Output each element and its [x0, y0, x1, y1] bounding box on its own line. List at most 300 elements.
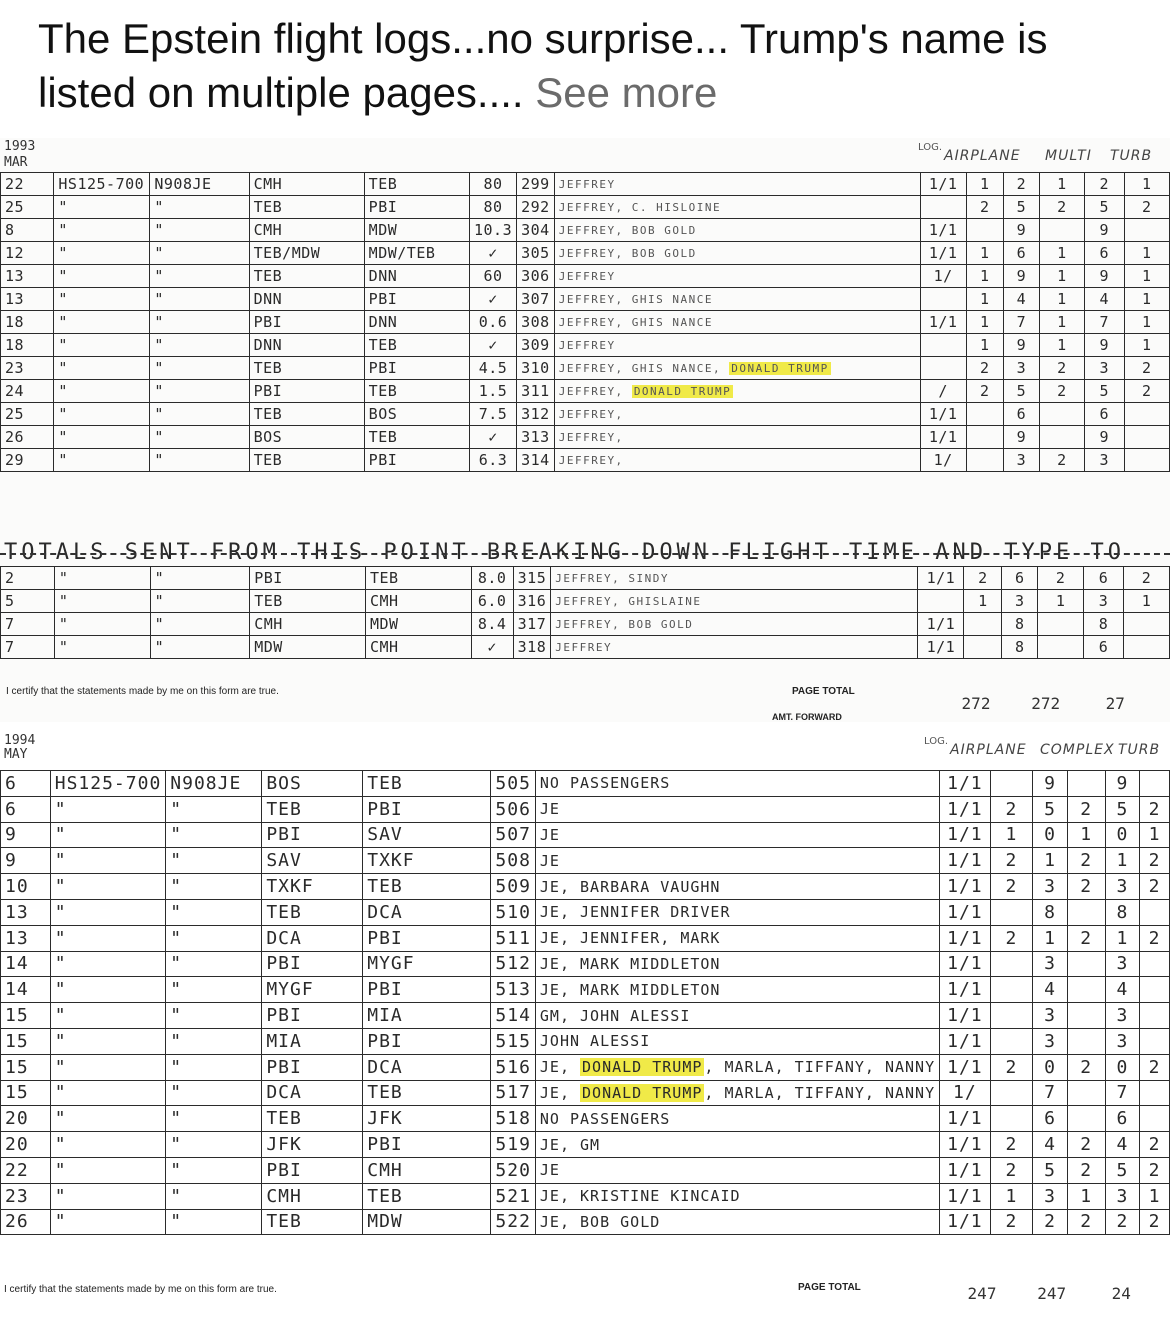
cell-multi-tenths: 9	[1085, 219, 1125, 242]
cell-to: TXKF	[363, 848, 491, 874]
cell-flight-no: 513	[491, 977, 536, 1003]
cell-aircraft-ident: "	[150, 590, 250, 613]
cell-aircraft-ident: "	[150, 567, 250, 590]
cell-from: MYGF	[262, 977, 363, 1003]
cell-date: 13	[1, 265, 54, 288]
cell-passengers: JEFFREY, BOB GOLD	[554, 219, 920, 242]
cell-aircraft-model: "	[54, 380, 150, 403]
cell-passengers: JEFFREY,	[554, 403, 920, 426]
cell-complex-hours	[1067, 1080, 1105, 1106]
cell-log: 1/1	[940, 925, 991, 951]
table-row	[1, 173, 1170, 196]
table-row	[1, 1106, 1170, 1132]
cell-date: 15	[1, 1028, 51, 1054]
cell-complex-hours: 2	[1067, 848, 1105, 874]
cell-passengers: JEFFREY, GHISLAINE	[551, 590, 918, 613]
cell-airplane-tenths: 3	[1033, 1028, 1068, 1054]
cell-aircraft-ident: "	[150, 265, 249, 288]
cell-passengers: JEFFREY, BOB GOLD	[551, 613, 918, 636]
cell-log: 1/1	[918, 613, 964, 636]
cell-complex-tenths: 1	[1105, 925, 1140, 951]
cell-multi-tenths: 2	[1085, 173, 1125, 196]
cell-airplane-tenths: 2	[1033, 1209, 1068, 1235]
cell-log: 1/1	[940, 874, 991, 900]
cell-aircraft-ident: "	[150, 334, 249, 357]
cell-to: TEB	[365, 567, 471, 590]
cell-airplane-tenths: 5	[1033, 1157, 1068, 1183]
cell-date: 25	[1, 403, 54, 426]
cell-from: TEB	[249, 449, 364, 472]
cell-to: MIA	[363, 1003, 491, 1029]
cell-from: MDW	[250, 636, 366, 659]
airplane-col-head: AIRPLANE	[950, 742, 1027, 758]
cell-aircraft-ident: "	[150, 403, 249, 426]
table-row	[1, 771, 1170, 797]
cell-multi-tenths: 5	[1085, 196, 1125, 219]
cell-date: 13	[1, 899, 51, 925]
cell-from: BOS	[262, 771, 363, 797]
cell-aircraft-model: "	[54, 242, 150, 265]
table-row	[1, 1157, 1170, 1183]
cell-complex-hours	[1067, 1028, 1105, 1054]
flight-log-table-continued	[0, 566, 1170, 659]
cell-aircraft-ident: "	[166, 874, 262, 900]
cell-airplane-hours: 1	[966, 334, 1004, 357]
cell-passengers: JEFFREY, GHIS NANCE	[554, 311, 920, 334]
cell-airplane-hours: 2	[966, 380, 1004, 403]
cell-flight-no: 313	[517, 426, 555, 449]
cell-airplane-tenths: 6	[1002, 567, 1038, 590]
cell-from: CMH	[250, 613, 366, 636]
cell-complex-hours	[1067, 1106, 1105, 1132]
cell-airplane-hours: 2	[966, 196, 1004, 219]
cell-turb: 2	[1140, 925, 1170, 951]
cell-multi-tenths: 7	[1085, 311, 1125, 334]
cell-aircraft-model: "	[54, 219, 150, 242]
cell-aircraft-model: "	[54, 357, 150, 380]
cell-turb	[1124, 426, 1169, 449]
cell-aircraft-ident: "	[166, 796, 262, 822]
table-row	[1, 977, 1170, 1003]
cell-airplane-tenths: 3	[1033, 951, 1068, 977]
cell-date: 7	[1, 636, 55, 659]
total-airplane: 247	[967, 1284, 997, 1303]
cell-aircraft-model: "	[50, 1003, 166, 1029]
cell-complex-tenths: 3	[1105, 1003, 1140, 1029]
cell-from: TEB	[262, 796, 363, 822]
multi-col-head: MULTI	[1045, 148, 1092, 164]
cell-passengers	[554, 380, 920, 403]
cell-from: TEB	[249, 357, 364, 380]
highlighted-name: DONALD TRUMP	[633, 384, 732, 398]
cell-from: TEB	[249, 265, 364, 288]
cell-aircraft-ident: "	[166, 977, 262, 1003]
cell-to: CMH	[365, 636, 471, 659]
cell-aircraft-model: "	[54, 265, 150, 288]
cell-aircraft-model: "	[54, 636, 150, 659]
cell-flight-no: 316	[513, 590, 551, 613]
cell-complex-hours: 2	[1067, 1132, 1105, 1158]
table-row	[1, 613, 1170, 636]
cell-flight-no: 507	[491, 822, 536, 848]
cell-passengers: JEFFREY,	[554, 426, 920, 449]
cell-airplane-hours: 2	[990, 1132, 1033, 1158]
page-total-values	[946, 694, 1145, 713]
cell-multi-tenths: 9	[1085, 265, 1125, 288]
cell-to: PBI	[364, 288, 469, 311]
cell-airplane-hours	[966, 219, 1004, 242]
cell-airplane-hours	[990, 1028, 1033, 1054]
cell-log: 1/1	[940, 848, 991, 874]
cell-flight-no: 506	[491, 796, 536, 822]
table-row	[1, 567, 1170, 590]
cell-airplane-tenths: 5	[1033, 796, 1068, 822]
cell-date: 7	[1, 613, 55, 636]
cell-airplane-tenths: 0	[1033, 822, 1068, 848]
cell-turb: 2	[1124, 357, 1169, 380]
cell-from: MIA	[262, 1028, 363, 1054]
cell-aircraft-model: "	[54, 196, 150, 219]
cell-airplane-tenths: 1	[1033, 925, 1068, 951]
cell-to: PBI	[363, 977, 491, 1003]
cell-multi-hours: 1	[1039, 288, 1084, 311]
cell-aircraft-ident: "	[150, 288, 249, 311]
cell-log: /	[920, 380, 966, 403]
cell-to: JFK	[363, 1106, 491, 1132]
cell-multi-hours	[1038, 636, 1084, 659]
cell-from: PBI	[249, 311, 364, 334]
cell-turb	[1140, 1080, 1170, 1106]
cell-multi-tenths: 6	[1085, 242, 1125, 265]
cell-complex-hours: 1	[1067, 822, 1105, 848]
cell-multi-hours	[1039, 219, 1084, 242]
cell-log: 1/	[920, 449, 966, 472]
cell-aircraft-model: "	[50, 1080, 166, 1106]
table-row	[1, 403, 1170, 426]
cell-complex-tenths: 8	[1105, 899, 1140, 925]
cell-airplane-tenths: 8	[1033, 899, 1068, 925]
cell-aircraft-ident: "	[150, 613, 250, 636]
cell-date: 13	[1, 925, 51, 951]
cell-date: 2	[1, 567, 55, 590]
cell-airplane-hours: 1	[966, 288, 1004, 311]
cell-turb	[1124, 613, 1170, 636]
cell-complex-hours: 2	[1067, 1209, 1105, 1235]
cell-turb: 2	[1124, 567, 1170, 590]
cell-flight-time: 0.6	[469, 311, 516, 334]
cell-multi-hours	[1039, 403, 1084, 426]
cell-from: TEB	[262, 899, 363, 925]
cell-turb: 2	[1124, 196, 1169, 219]
airplane-col-head: AIRPLANE	[944, 148, 1021, 164]
cell-passengers: JEFFREY, GHIS NANCE	[554, 288, 920, 311]
cell-turb	[1140, 1106, 1170, 1132]
cell-to: DCA	[363, 1054, 491, 1080]
cell-aircraft-model: "	[50, 822, 166, 848]
cell-to: CMH	[363, 1157, 491, 1183]
cell-date: 6	[1, 771, 51, 797]
cell-from: BOS	[249, 426, 364, 449]
cell-date: 29	[1, 449, 54, 472]
cell-turb	[1140, 771, 1170, 797]
cell-from: PBI	[262, 951, 363, 977]
cell-passengers: JEFFREY,	[554, 449, 920, 472]
cell-flight-time: ✓	[469, 334, 516, 357]
cell-aircraft-ident: "	[166, 1106, 262, 1132]
cell-date: 5	[1, 590, 55, 613]
log-header	[0, 138, 1170, 172]
flight-log-table	[0, 172, 1170, 472]
cell-multi-hours: 1	[1039, 173, 1084, 196]
cell-airplane-hours	[966, 403, 1004, 426]
cell-flight-no: 516	[491, 1054, 536, 1080]
cell-complex-hours: 2	[1067, 796, 1105, 822]
cell-airplane-tenths: 4	[1033, 1132, 1068, 1158]
cell-airplane-hours: 1	[964, 590, 1002, 613]
cell-multi-hours: 1	[1039, 242, 1084, 265]
log-col-head: LOG.	[918, 142, 943, 153]
cell-flight-no: 312	[517, 403, 555, 426]
cell-airplane-hours: 1	[966, 242, 1004, 265]
passenger-names: JEFFREY, GHIS NANCE,	[558, 361, 730, 375]
cell-flight-no: 508	[491, 848, 536, 874]
cell-turb	[1124, 403, 1169, 426]
total-multi: 247	[1037, 1284, 1067, 1303]
table-row	[1, 636, 1170, 659]
cell-multi-hours	[1038, 613, 1084, 636]
cell-date: 25	[1, 196, 54, 219]
cell-aircraft-model: "	[54, 288, 150, 311]
cell-flight-no: 514	[491, 1003, 536, 1029]
cell-passengers: GM, JOHN ALESSI	[535, 1003, 939, 1029]
cell-airplane-tenths: 3	[1033, 1003, 1068, 1029]
cell-to: TEB	[363, 1183, 491, 1209]
cell-passengers: JE, MARK MIDDLETON	[535, 977, 939, 1003]
cell-multi-tenths: 4	[1085, 288, 1125, 311]
cell-turb: 1	[1124, 242, 1169, 265]
cell-airplane-tenths: 8	[1002, 613, 1038, 636]
cell-aircraft-ident: N908JE	[150, 173, 249, 196]
cell-multi-hours: 1	[1039, 334, 1084, 357]
cell-airplane-hours: 2	[966, 357, 1004, 380]
table-row	[1, 925, 1170, 951]
cell-from: CMH	[249, 173, 364, 196]
cell-date: 10	[1, 874, 51, 900]
cell-turb	[1140, 977, 1170, 1003]
cell-to: MDW/TEB	[364, 242, 469, 265]
cell-flight-no: 512	[491, 951, 536, 977]
cell-multi-tenths: 6	[1084, 567, 1124, 590]
cell-flight-no: 307	[517, 288, 555, 311]
cell-passengers: JEFFREY	[554, 173, 920, 196]
cell-airplane-tenths: 0	[1033, 1054, 1068, 1080]
cell-turb: 2	[1140, 796, 1170, 822]
cell-date: 24	[1, 380, 54, 403]
passenger-names-rest: , MARLA, TIFFANY, NANNY	[704, 1083, 936, 1102]
cell-airplane-tenths: 5	[1004, 196, 1040, 219]
cell-complex-tenths: 5	[1105, 796, 1140, 822]
table-row	[1, 334, 1170, 357]
cell-multi-hours: 2	[1039, 380, 1084, 403]
cell-log: 1/1	[920, 173, 966, 196]
cell-flight-no: 292	[517, 196, 555, 219]
cell-airplane-tenths: 5	[1004, 380, 1040, 403]
cell-date: 20	[1, 1106, 51, 1132]
total-turb: 24	[1111, 1284, 1131, 1303]
cell-log: 1/1	[940, 796, 991, 822]
passenger-names: JEFFREY,	[558, 384, 632, 398]
cell-turb	[1140, 899, 1170, 925]
cell-passengers: JOHN ALESSI	[535, 1028, 939, 1054]
cell-airplane-hours: 2	[990, 1054, 1033, 1080]
cell-turb: 2	[1140, 1132, 1170, 1158]
cell-from: PBI	[250, 567, 366, 590]
cell-passengers: JE, MARK MIDDLETON	[535, 951, 939, 977]
cell-date: 23	[1, 357, 54, 380]
cell-passengers	[554, 357, 920, 380]
cell-aircraft-ident: "	[166, 1080, 262, 1106]
cell-complex-tenths: 2	[1105, 1209, 1140, 1235]
cell-aircraft-ident: "	[166, 1183, 262, 1209]
cell-airplane-hours	[990, 1080, 1033, 1106]
cell-airplane-tenths: 3	[1004, 449, 1040, 472]
cell-turb: 2	[1140, 874, 1170, 900]
cell-aircraft-model: "	[54, 590, 150, 613]
cell-multi-hours: 2	[1038, 567, 1084, 590]
cell-turb: 2	[1124, 380, 1169, 403]
post-caption	[38, 12, 1148, 120]
cell-passengers: JEFFREY, C. HISLOINE	[554, 196, 920, 219]
cell-flight-time: ✓	[469, 242, 516, 265]
cell-airplane-tenths: 4	[1004, 288, 1040, 311]
page-total-values	[952, 1284, 1151, 1303]
cell-airplane-tenths: 1	[1033, 848, 1068, 874]
cell-flight-no: 522	[491, 1209, 536, 1235]
cell-airplane-hours: 2	[964, 567, 1002, 590]
table-row	[1, 1054, 1170, 1080]
cell-turb: 1	[1124, 173, 1169, 196]
table-row	[1, 822, 1170, 848]
cell-complex-tenths: 9	[1105, 771, 1140, 797]
cell-complex-hours	[1067, 977, 1105, 1003]
flight-log-image-1993	[0, 138, 1170, 722]
cell-turb: 2	[1140, 848, 1170, 874]
see-more-link[interactable]: See more	[535, 69, 718, 116]
cell-passengers: JE, BARBARA VAUGHN	[535, 874, 939, 900]
cell-aircraft-ident: "	[166, 1209, 262, 1235]
cell-complex-hours: 2	[1067, 925, 1105, 951]
log-header	[0, 722, 1170, 762]
cell-aircraft-model: "	[50, 848, 166, 874]
cell-passengers: JEFFREY, BOB GOLD	[554, 242, 920, 265]
cell-aircraft-model: "	[50, 1132, 166, 1158]
cell-multi-hours: 1	[1038, 590, 1084, 613]
cell-to: PBI	[364, 196, 469, 219]
cell-aircraft-ident: "	[166, 899, 262, 925]
cell-airplane-tenths: 9	[1004, 265, 1040, 288]
totals-annotation: TOTALS SENT FROM THIS POINT BREAKING DOWN FLIGHT TIME AND TYPE TO	[0, 540, 1170, 566]
cell-aircraft-model: "	[54, 567, 150, 590]
cell-complex-hours	[1067, 771, 1105, 797]
cell-aircraft-model: "	[50, 1054, 166, 1080]
cell-date: 18	[1, 334, 54, 357]
cell-passengers: JE	[535, 1157, 939, 1183]
cell-flight-no: 510	[491, 899, 536, 925]
cell-passengers: JE, BOB GOLD	[535, 1209, 939, 1235]
cell-airplane-hours	[990, 899, 1033, 925]
cell-to: TEB	[364, 380, 469, 403]
cell-to: PBI	[363, 925, 491, 951]
cell-airplane-hours: 2	[990, 1209, 1033, 1235]
cell-flight-no: 511	[491, 925, 536, 951]
cell-aircraft-ident: "	[166, 822, 262, 848]
cell-passengers: NO PASSENGERS	[535, 1106, 939, 1132]
cell-aircraft-model: "	[50, 1209, 166, 1235]
cell-aircraft-ident: "	[166, 1028, 262, 1054]
cell-passengers: JEFFREY	[551, 636, 918, 659]
table-row	[1, 219, 1170, 242]
cell-turb: 2	[1140, 1054, 1170, 1080]
cell-turb: 1	[1140, 822, 1170, 848]
cell-airplane-tenths: 9	[1004, 334, 1040, 357]
highlighted-name: DONALD TRUMP	[582, 1058, 703, 1077]
table-row	[1, 874, 1170, 900]
cell-date: 9	[1, 822, 51, 848]
cell-to: CMH	[365, 590, 471, 613]
cell-airplane-hours	[990, 951, 1033, 977]
cell-from: PBI	[262, 822, 363, 848]
cell-from: DNN	[249, 334, 364, 357]
cell-flight-time: 7.5	[469, 403, 516, 426]
cell-aircraft-model: HS125-700	[54, 173, 150, 196]
cell-to: DCA	[363, 899, 491, 925]
cell-aircraft-model: "	[50, 874, 166, 900]
cell-to: PBI	[364, 449, 469, 472]
passenger-names-rest: , MARLA, TIFFANY, NANNY	[704, 1058, 936, 1077]
cell-complex-hours: 1	[1067, 1183, 1105, 1209]
cell-aircraft-model: "	[54, 311, 150, 334]
cell-from: TEB	[250, 590, 366, 613]
cell-log: 1/1	[940, 822, 991, 848]
cell-complex-tenths: 7	[1105, 1080, 1140, 1106]
cell-turb	[1140, 1028, 1170, 1054]
cell-log: 1/1	[918, 636, 964, 659]
cell-log: 1/1	[940, 951, 991, 977]
cell-turb: 2	[1140, 1209, 1170, 1235]
cell-date: 22	[1, 173, 54, 196]
cell-multi-tenths: 6	[1085, 403, 1125, 426]
cell-to: TEB	[363, 1080, 491, 1106]
cell-complex-hours: 2	[1067, 874, 1105, 900]
cell-multi-hours	[1039, 426, 1084, 449]
cell-flight-time: 6.0	[471, 590, 513, 613]
cell-turb	[1140, 951, 1170, 977]
cell-flight-no: 311	[517, 380, 555, 403]
table-row	[1, 1028, 1170, 1054]
cell-log: 1/1	[940, 977, 991, 1003]
cell-date: 18	[1, 311, 54, 334]
cell-airplane-hours	[966, 449, 1004, 472]
cell-log: 1/1	[940, 771, 991, 797]
page-total-label: PAGE TOTAL	[798, 1282, 861, 1293]
cell-log: 1/1	[940, 1157, 991, 1183]
cell-date: 9	[1, 848, 51, 874]
cell-to: TEB	[364, 173, 469, 196]
table-row	[1, 265, 1170, 288]
cell-flight-no: 515	[491, 1028, 536, 1054]
table-row	[1, 242, 1170, 265]
cell-complex-tenths: 3	[1105, 1028, 1140, 1054]
